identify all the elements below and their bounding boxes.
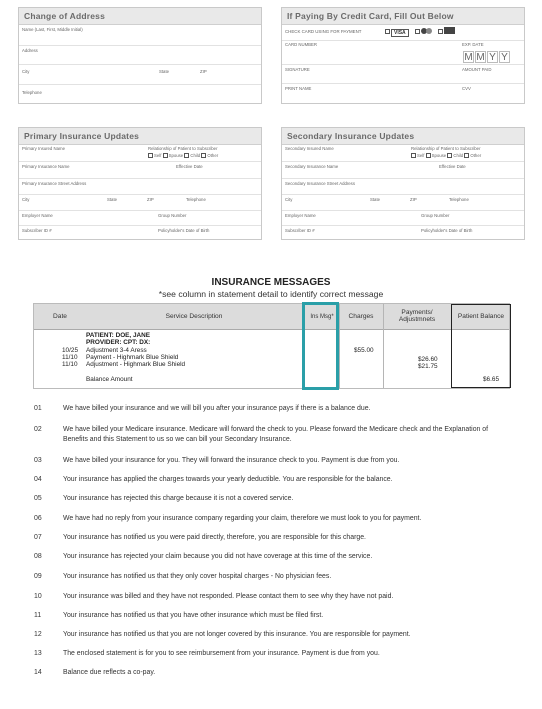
- primary-child-checkbox[interactable]: [184, 153, 189, 158]
- amount-paid-label: AMOUNT PAID: [462, 67, 492, 72]
- col-date-header: Date: [53, 312, 67, 320]
- exp-year-box[interactable]: Y: [487, 51, 498, 63]
- amex-checkbox[interactable]: [438, 29, 443, 34]
- exp-month-box[interactable]: M: [464, 52, 473, 63]
- exp-year-box[interactable]: Y: [499, 51, 510, 63]
- row-date: 11/10: [62, 361, 78, 368]
- balance-amount-value: $6.65: [483, 376, 499, 383]
- message-number: 10: [34, 593, 42, 600]
- secondary-self-checkbox[interactable]: [411, 153, 416, 158]
- primary-insurance-section: [18, 127, 262, 240]
- secondary-insurance-name-label: Secondary Insurance Name: [285, 164, 339, 169]
- change-of-address-section: [18, 7, 262, 104]
- secondary-child-checkbox[interactable]: [447, 153, 452, 158]
- primary-spouse-checkbox[interactable]: [163, 153, 168, 158]
- message-number: 06: [34, 515, 42, 522]
- secondary-effective-date-label: Effective Date: [439, 164, 466, 169]
- message-text: We have billed your insurance and we will bill you after your insurance pays if there is a balance due.: [63, 405, 371, 412]
- message-number: 12: [34, 631, 42, 638]
- primary-policyholder-dob-label: Policyholder's Date of Birth: [158, 228, 210, 233]
- secondary-street-label: Secondary Insurance Street Address: [285, 181, 355, 186]
- secondary-telephone-label: Telephone: [449, 197, 469, 202]
- primary-subscriber-row[interactable]: [19, 226, 261, 241]
- secondary-city-label: City: [285, 197, 293, 202]
- print-name-label: PRINT NAME: [285, 86, 312, 91]
- secondary-insured-label: Secondary Insured Name: [285, 146, 334, 151]
- cvv-label: CVV: [462, 86, 471, 91]
- secondary-relationship-label: Relationship of Patient to Subscriber: [411, 146, 481, 151]
- secondary-insurance-name-row[interactable]: [282, 162, 524, 179]
- address-field-label: Address: [22, 48, 38, 53]
- secondary-street-row[interactable]: [282, 179, 524, 195]
- message-text: Your insurance has notified us that you are not longer covered by this insurance. You are responsible for payment.: [63, 631, 411, 638]
- row-description: Adjustment - Highmark Blue Shield: [86, 361, 186, 368]
- message-text: Balance due reflects a co-pay.: [63, 669, 156, 676]
- primary-street-row[interactable]: [19, 179, 261, 195]
- print-name-row[interactable]: [282, 84, 524, 105]
- message-number: 02: [34, 426, 42, 433]
- row-date: 11/10: [62, 354, 78, 361]
- primary-state-label: State: [107, 197, 118, 202]
- check-card-label: CHECK CARD USING FOR PAYMENT: [285, 29, 362, 34]
- address-field[interactable]: [19, 46, 261, 65]
- patient-line: PATIENT: DOE, JANE: [86, 332, 151, 339]
- primary-insurance-name-label: Primary Insurance Name: [22, 164, 70, 169]
- col-divider: [383, 304, 384, 388]
- name-field-label: Name (Last, First, Middle Initial): [22, 27, 83, 32]
- col-charges-header: Charges: [348, 312, 374, 320]
- col-payments-header: Payments/ Adjustmnets: [398, 309, 436, 323]
- insurance-messages-title: INSURANCE MESSAGES: [211, 277, 331, 288]
- message-text: Your insurance has rejected your claim because you did not have coverage at this time of the service.: [63, 553, 373, 560]
- primary-street-label: Primary Insurance Street Address: [22, 181, 87, 186]
- message-number: 09: [34, 573, 42, 580]
- row-payment: $21.75: [418, 363, 438, 370]
- primary-other-checkbox[interactable]: [201, 153, 206, 158]
- secondary-subscriber-row[interactable]: [282, 226, 524, 241]
- row-payment: $26.60: [418, 356, 438, 363]
- provider-line: PROVIDER: CPT: DX:: [86, 339, 151, 346]
- insurance-messages-subtitle: *see column in statement detail to identify correct message: [158, 289, 384, 299]
- city-label: City: [22, 69, 30, 74]
- balance-amount-label: Balance Amount: [86, 376, 133, 383]
- credit-card-title: If Paying By Credit Card, Fill Out Below: [282, 8, 524, 25]
- secondary-insurance-title: Secondary Insurance Updates: [282, 128, 524, 145]
- ins-msg-highlight: [302, 302, 339, 390]
- card-options: [385, 27, 455, 37]
- signature-label: SIGNATURE: [285, 67, 310, 72]
- primary-city-row[interactable]: [19, 195, 261, 211]
- primary-relationship-label: Relationship of Patient to Subscriber: [148, 146, 218, 151]
- message-text: Your insurance has applied the charges towards your yearly deductible. You are responsible for the balance.: [63, 476, 393, 483]
- signature-row[interactable]: [282, 65, 524, 84]
- col-patient-balance-header: Patient Balance: [457, 312, 505, 320]
- card-type-row: [282, 25, 524, 41]
- secondary-employer-row[interactable]: [282, 211, 524, 226]
- visa-logo: VISA: [391, 29, 409, 37]
- primary-insurance-title: Primary Insurance Updates: [19, 128, 261, 145]
- primary-zip-label: ZIP: [147, 197, 154, 202]
- primary-self-checkbox[interactable]: [148, 153, 153, 158]
- col-service-header: Service Description: [165, 312, 223, 320]
- message-number: 08: [34, 553, 42, 560]
- row-charges: $55.00: [354, 347, 374, 354]
- secondary-city-row[interactable]: [282, 195, 524, 211]
- primary-employer-row[interactable]: [19, 211, 261, 226]
- message-text: We have had no reply from your insurance company regarding your claim, therefore we must look to you for payment.: [63, 515, 422, 522]
- primary-subscriber-id-label: Subscriber ID #: [22, 228, 52, 233]
- secondary-employer-label: Employer Name: [285, 213, 316, 218]
- state-label: State: [159, 69, 170, 74]
- primary-insured-label: Primary Insured Name: [22, 146, 65, 151]
- mastercard-logo: [421, 28, 432, 34]
- statement-header: [34, 304, 509, 330]
- message-number: 03: [34, 457, 42, 464]
- telephone-field[interactable]: [19, 85, 261, 105]
- row-description: Payment - Highmark Blue Shield: [86, 354, 179, 361]
- primary-employer-label: Employer Name: [22, 213, 53, 218]
- secondary-group-number-label: Group Number: [421, 213, 450, 218]
- mastercard-checkbox[interactable]: [415, 29, 420, 34]
- telephone-label: Telephone: [22, 90, 42, 95]
- card-number-label: CARD NUMBER: [285, 42, 317, 47]
- amex-logo: [444, 27, 455, 34]
- col-ins-msg-header: Ins Msg*: [310, 313, 334, 320]
- primary-relationship-options: Self Spouse Child Other: [148, 153, 218, 158]
- message-number: 07: [34, 534, 42, 541]
- message-number: 14: [34, 669, 42, 676]
- row-date: 10/25: [62, 347, 78, 354]
- message-number: 13: [34, 650, 42, 657]
- name-field[interactable]: [19, 25, 261, 46]
- exp-date-label: EXP. DATE: [462, 42, 484, 47]
- credit-card-section: [281, 7, 525, 104]
- message-text: Your insurance has rejected this charge because it is not a covered service.: [63, 495, 294, 502]
- visa-checkbox[interactable]: [385, 29, 390, 34]
- exp-date-boxes[interactable]: [463, 51, 510, 63]
- primary-insurance-name-row[interactable]: [19, 162, 261, 179]
- patient-balance-column-border: [451, 304, 511, 388]
- secondary-state-label: State: [370, 197, 381, 202]
- secondary-subscriber-id-label: Subscriber ID #: [285, 228, 315, 233]
- primary-group-number-label: Group Number: [158, 213, 187, 218]
- secondary-policyholder-dob-label: Policyholder's Date of Birth: [421, 228, 473, 233]
- secondary-insurance-section: [281, 127, 525, 240]
- message-text: Your insurance has notified us that you have other insurance which must be filed first.: [63, 612, 324, 619]
- message-number: 04: [34, 476, 42, 483]
- message-text: We have billed your insurance for you. They will forward the insurance check to you. Payment is due from you.: [63, 457, 400, 464]
- zip-label: ZIP: [200, 69, 207, 74]
- primary-city-label: City: [22, 197, 30, 202]
- message-text: We have billed your Medicare insurance. Medicare will forward the check to you. Please forward the Medicare check and the Explanation of Benefits and this Statement to us so we can bill your Secondary Insurance.: [63, 426, 489, 443]
- col-divider: [339, 304, 340, 388]
- secondary-other-checkbox[interactable]: [464, 153, 469, 158]
- secondary-insured-row[interactable]: [282, 145, 524, 162]
- message-text: Your insurance has notified us that they only cover hospital charges - No physician fees.: [63, 573, 332, 580]
- row-description: Adjustment 3-4 Aress: [86, 347, 147, 354]
- secondary-spouse-checkbox[interactable]: [426, 153, 431, 158]
- statement-detail-table: [33, 303, 510, 389]
- primary-effective-date-label: Effective Date: [176, 164, 203, 169]
- message-text: Your insurance was billed and they have not responded. Please contact them to see why they have not paid.: [63, 593, 394, 600]
- message-number: 01: [34, 405, 42, 412]
- message-text: The enclosed statement is for you to see reimbursement from your insurance. Payment is due from you.: [63, 650, 380, 657]
- exp-month-box[interactable]: M: [476, 52, 485, 63]
- secondary-zip-label: ZIP: [410, 197, 417, 202]
- change-of-address-title: Change of Address: [19, 8, 261, 25]
- primary-insured-row[interactable]: [19, 145, 261, 162]
- secondary-relationship-options: Self Spouse Child Other: [411, 153, 481, 158]
- message-text: Your insurance has notified us you were paid directly, therefore, you are responsible for this charge.: [63, 534, 366, 541]
- primary-telephone-label: Telephone: [186, 197, 206, 202]
- message-number: 11: [34, 612, 42, 619]
- city-state-zip-row[interactable]: [19, 65, 261, 85]
- message-number: 05: [34, 495, 42, 502]
